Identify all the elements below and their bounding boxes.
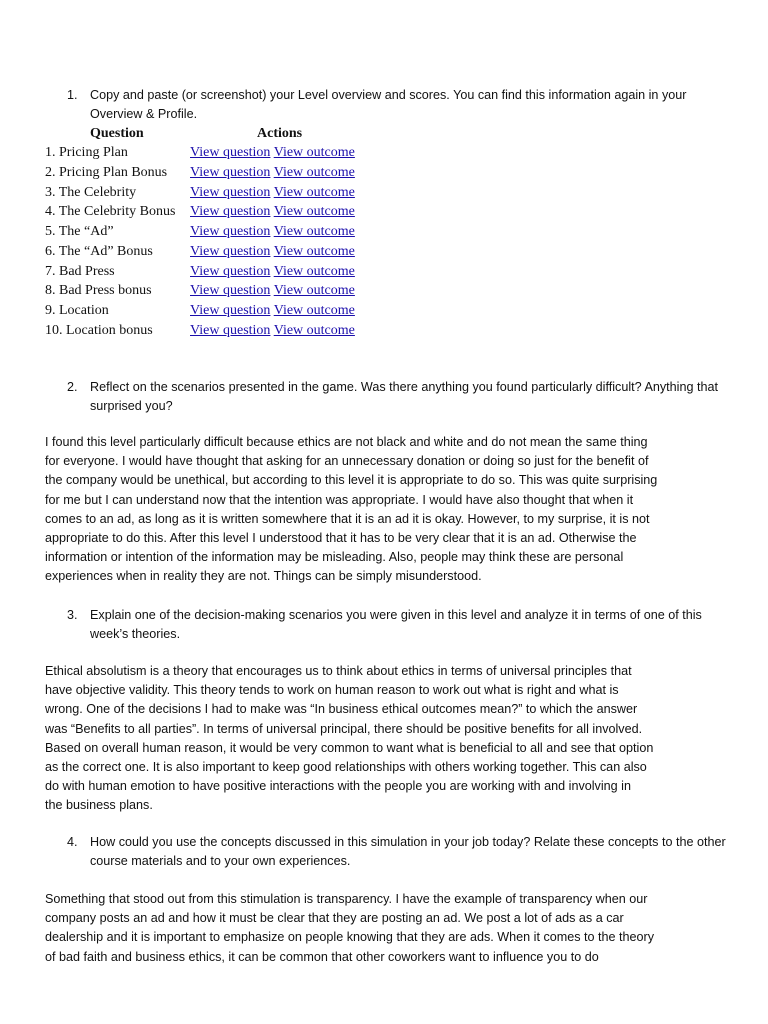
view-question-link[interactable]: View question	[190, 322, 271, 338]
column-header-question: Question	[90, 126, 144, 141]
actions-cell	[190, 262, 355, 282]
answer-line: for me but I can understand now that the intention was appropriate. I would have also thought that when it	[45, 492, 634, 507]
question-number: 2.	[67, 380, 78, 394]
actions-cell	[190, 242, 355, 262]
question-text: How could you use the concepts discussed in this simulation in your job today? Relate these concepts to the other course materials and to your own experiences.	[90, 835, 726, 868]
question-2	[67, 378, 727, 416]
view-outcome-link[interactable]: View outcome	[273, 322, 355, 338]
question-name-cell: 4. The Celebrity Bonus	[45, 204, 176, 220]
question-name-cell: 2. Pricing Plan Bonus	[45, 164, 168, 180]
question-text: Reflect on the scenarios presented in the game. Was there anything you found particularly difficult? Anything that surprised you?	[90, 380, 718, 413]
actions-cell	[190, 143, 355, 163]
view-outcome-link[interactable]: View outcome	[273, 303, 355, 318]
view-question-link[interactable]: View question	[190, 243, 271, 259]
actions-cell	[190, 183, 355, 203]
question-name-cell: 10. Location bonus	[45, 322, 153, 338]
answer-line: Something that stood out from this stimulation is transparency. I have the example of transparency when our	[45, 892, 648, 906]
answer-line: dealership and it is important to emphasize on people knowing that they are ads. When it comes to the theory	[45, 930, 655, 945]
question-4	[67, 833, 727, 871]
answer-line: as the correct one. It is also important to keep good relationships with others working together. This can also	[45, 760, 647, 775]
view-question-link[interactable]: View question	[190, 283, 271, 299]
answer-line: I found this level particularly difficult because ethics are not black and white and do not mean the same thing	[45, 435, 648, 449]
view-question-link[interactable]: View question	[190, 145, 271, 160]
question-text: Explain one of the decision-making scenarios you were given in this level and analyze it in terms of one of this week’s theories.	[90, 608, 702, 641]
answer-3	[45, 662, 730, 816]
question-number: 1.	[67, 88, 78, 102]
question-name-cell: 1. Pricing Plan	[45, 145, 128, 160]
view-question-link[interactable]: View question	[190, 263, 271, 279]
view-outcome-link[interactable]: View outcome	[273, 164, 355, 180]
view-question-link[interactable]: View question	[190, 204, 271, 220]
answer-line: the business plans.	[45, 798, 153, 813]
question-name-cell: 6. The “Ad” Bonus	[45, 243, 153, 259]
answer-4	[45, 890, 730, 967]
actions-cell	[190, 163, 355, 183]
answer-line: was “Benefits to all parties”. In terms of universal principal, there should be positive benefits for all involved.	[45, 721, 643, 736]
view-outcome-link[interactable]: View outcome	[273, 204, 355, 220]
question-name-cell: 8. Bad Press bonus	[45, 283, 152, 299]
view-question-link[interactable]: View question	[190, 184, 271, 200]
view-outcome-link[interactable]: View outcome	[273, 184, 355, 200]
answer-line: have objective validity. This theory tends to work on human reason to work out what is right and what is	[45, 683, 619, 698]
answer-line: comes to an ad, as long as it is written somewhere that it is an ad it is okay. However, to my surprise, it is not	[45, 511, 650, 526]
answer-line: company posts an ad and how it must be clear that they are posting an ad. We post a lot of ads as a car	[45, 911, 624, 926]
view-outcome-link[interactable]: View outcome	[273, 243, 355, 259]
actions-cell	[190, 281, 355, 301]
answer-2	[45, 433, 730, 587]
question-name-cell: 3. The Celebrity	[45, 184, 137, 200]
answer-line: the company would be unethical, but according to this level it is appropriate to do so. This was quite surprising	[45, 473, 658, 488]
answer-line: information or intention of the information may be misleading. Also, people may think these are personal	[45, 550, 624, 565]
view-question-link[interactable]: View question	[190, 303, 271, 318]
answer-line: experiences when in reality they are not. Things can be simply misunderstood.	[45, 569, 482, 584]
answer-line: of bad faith and business ethics, it can be common that other coworkers want to influence you to do	[45, 949, 599, 964]
actions-cell	[190, 222, 355, 242]
question-number: 3.	[67, 608, 78, 622]
answer-line: Ethical absolutism is a theory that encourages us to think about ethics in terms of universal principles that	[45, 664, 632, 678]
question-number: 4.	[67, 835, 78, 849]
answer-line: for everyone. I would have thought that asking for an unnecessary donation or doing so just for the benefit of	[45, 454, 649, 469]
actions-cell	[190, 202, 355, 222]
answer-line: Based on overall human reason, it would be very common to want what is beneficial to all and see that option	[45, 740, 654, 755]
question-name-cell: 9. Location	[45, 303, 109, 318]
view-outcome-link[interactable]: View outcome	[273, 145, 355, 160]
answer-line: do with human emotion to have positive interactions with the people you are working with and involving in	[45, 779, 631, 794]
question-text: Copy and paste (or screenshot) your Level overview and scores. You can find this information again in your Overview & Profile.	[90, 88, 687, 121]
actions-cell	[190, 301, 355, 321]
question-1	[67, 86, 727, 124]
view-outcome-link[interactable]: View outcome	[273, 283, 355, 299]
answer-line: wrong. One of the decisions I had to make was “In business ethical outcomes mean?” to which the answer	[45, 702, 638, 717]
question-name-cell: 7. Bad Press	[45, 263, 115, 279]
answer-line: appropriate to do this. After this level I understood that it has to be very clear that it is an ad. Otherwise the	[45, 531, 637, 546]
view-question-link[interactable]: View question	[190, 164, 271, 180]
view-outcome-link[interactable]: View outcome	[273, 263, 355, 279]
view-outcome-link[interactable]: View outcome	[273, 224, 355, 239]
view-question-link[interactable]: View question	[190, 224, 271, 239]
question-name-cell: 5. The “Ad”	[45, 224, 114, 239]
question-3	[67, 606, 727, 644]
column-header-actions: Actions	[257, 126, 303, 141]
actions-cell	[190, 321, 355, 341]
